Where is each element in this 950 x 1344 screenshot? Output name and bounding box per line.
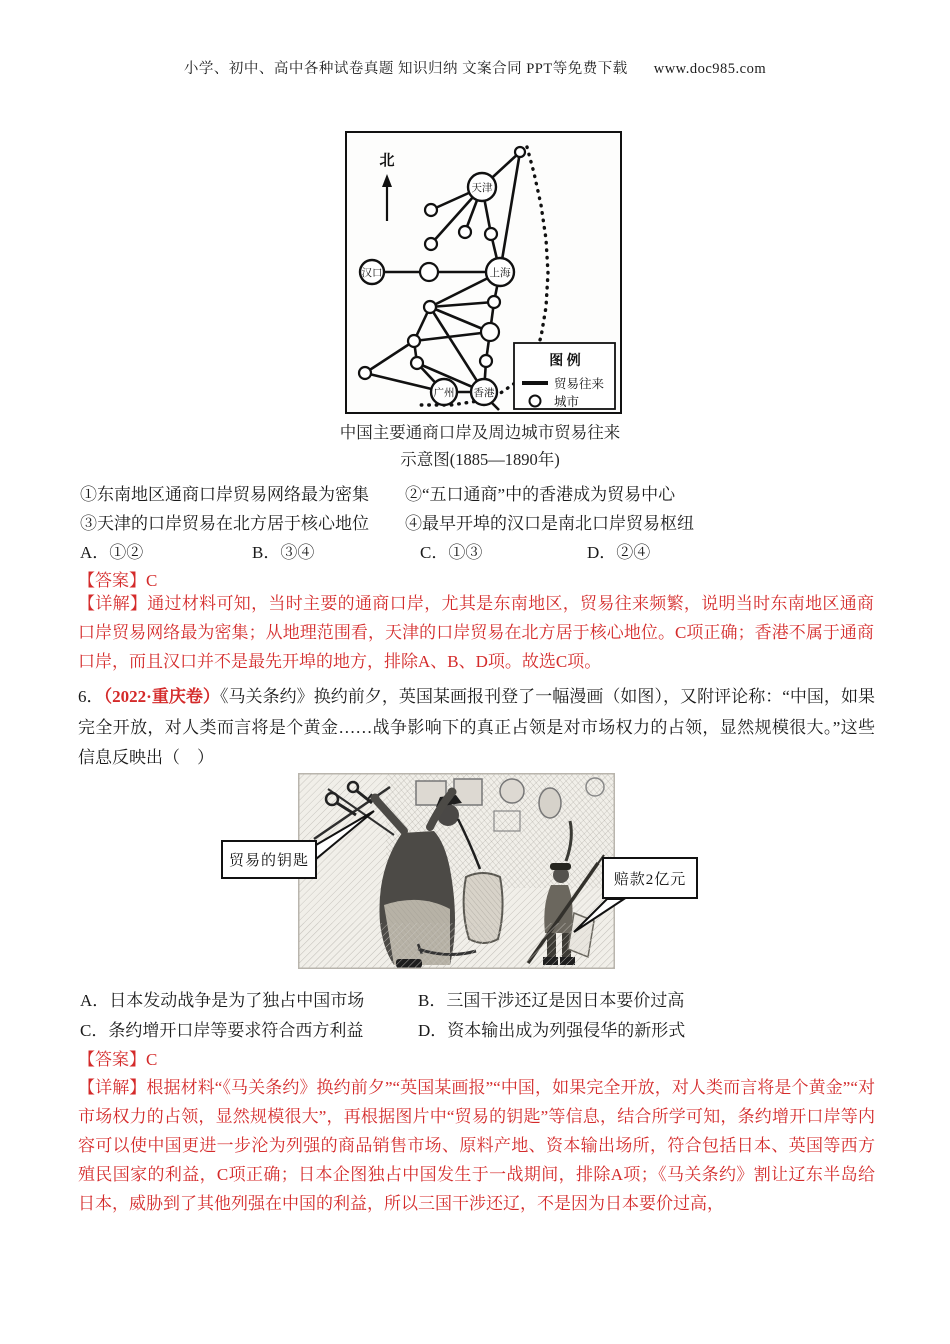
cartoon-illustration — [298, 773, 615, 969]
svg-text:汉口: 汉口 — [361, 267, 383, 279]
map-caption-line1: 中国主要通商口岸及周边城市贸易往来 — [339, 423, 621, 442]
cartoon-label-indemnity — [602, 857, 698, 899]
q5-choice-d: D．②④ — [587, 543, 651, 562]
cartoon-image — [298, 773, 615, 969]
map-caption-line2: 示意图(1885—1890年) — [400, 450, 560, 469]
q6-answer-row — [78, 1045, 157, 1070]
cartoon-label-right-text: 赔款2亿元 — [613, 871, 687, 888]
q5-option-3: ③天津的口岸贸易在北方居于核心地位 — [80, 514, 369, 533]
svg-text:香港: 香港 — [473, 387, 495, 399]
svg-text:北: 北 — [379, 153, 395, 169]
page-header — [0, 57, 950, 78]
q5-choice-b: B．③④ — [252, 543, 315, 562]
q5-detail-label: 【详解】 — [78, 594, 148, 613]
q6-explanation — [78, 1073, 875, 1218]
header-site-url: www.doc985.com — [653, 61, 767, 77]
q5-option-1: ①东南地区通商口岸贸易网络最为密集 — [80, 485, 369, 504]
q6-stem — [78, 682, 875, 774]
q5-option-2: ②“五口通商”中的香港成为贸易中心 — [405, 485, 676, 504]
q6-answer-value: C — [146, 1050, 158, 1069]
q6-choice-b: B．三国干涉还辽是因日本要价过高 — [418, 991, 685, 1010]
q5-answer-row — [78, 566, 157, 591]
q5-option-4: ④最早开埠的汉口是南北口岸贸易枢纽 — [405, 514, 694, 533]
q6-choice-c: C．条约增开口岸等要求符合西方利益 — [80, 1021, 364, 1040]
q5-answer-value: C — [146, 571, 158, 590]
q6-choice-a: A．日本发动战争是为了独占中国市场 — [80, 991, 365, 1010]
q6-detail-text: 根据材料“《马关条约》换约前夕”“英国某画报”“中国，如果完全开放，对人类而言将是个黄金”“对市场权力的占领，显然规模很大”，再根据图片中“贸易的钥匙”等信息，结合所学可知，条约增开口岸等内容可以使中国更进一步沦为列强的商品销售市场、原料产地、资本输出场所，符合包括日本、英国等西方殖民国家的利益，C项正确；日本企图独占中国发生于一战期间，排除A项；《马关条约》割让辽东半岛给日本，威胁到了其他列强在中国的利益，所以三国干涉还辽，不是因为日本要价过高， — [78, 1078, 875, 1213]
q6-stem-text: 《马关条约》换约前夕，英国某画报刊登了一幅漫画（如图），又附评论称：“中国，如果完全开放，对人类而言将是个黄金……战争影响下的真正占领是对市场权力的占领，显然规模很大。”这些信息反映出（ ） — [78, 687, 876, 767]
cartoon-label-left-text: 贸易的钥匙 — [228, 853, 309, 869]
q5-answer-label: 【答案】 — [78, 571, 146, 590]
svg-text:上海: 上海 — [489, 267, 511, 279]
q5-explanation — [78, 589, 874, 676]
svg-text:图 例: 图 例 — [549, 354, 581, 369]
svg-text:城市: 城市 — [554, 395, 580, 409]
q6-source-tag: （2022·重庆卷） — [103, 687, 220, 706]
trade-map-figure — [345, 131, 622, 414]
header-slogan: 小学、初中、高中各种试卷真题 知识归纳 文案合同 PPT等免费下载 — [183, 61, 628, 77]
svg-text:广州: 广州 — [433, 387, 455, 399]
q6-number: 6． — [78, 687, 104, 706]
q6-choice-d: D．资本输出成为列强侵华的新形式 — [418, 1021, 686, 1040]
svg-text:贸易往来: 贸易往来 — [554, 377, 605, 391]
q5-choice-a: A．①② — [80, 543, 144, 562]
q5-choice-c: C．①③ — [420, 543, 483, 562]
q6-answer-label: 【答案】 — [78, 1050, 146, 1069]
q6-detail-label: 【详解】 — [78, 1078, 147, 1097]
svg-text:天津: 天津 — [471, 182, 493, 194]
q5-detail-text: 通过材料可知，当时主要的通商口岸，尤其是东南地区，贸易往来频繁，说明当时东南地区通商口岸贸易网络最为密集；从地理范围看，天津的口岸贸易在北方居于核心地位。C项正确；香港不属于通商口岸，而且汉口并不是最先开埠的地方，排除A、B、D项。故选C项。 — [78, 594, 875, 671]
cartoon-label-trade-keys — [221, 840, 317, 879]
trade-map-svg — [347, 133, 619, 411]
